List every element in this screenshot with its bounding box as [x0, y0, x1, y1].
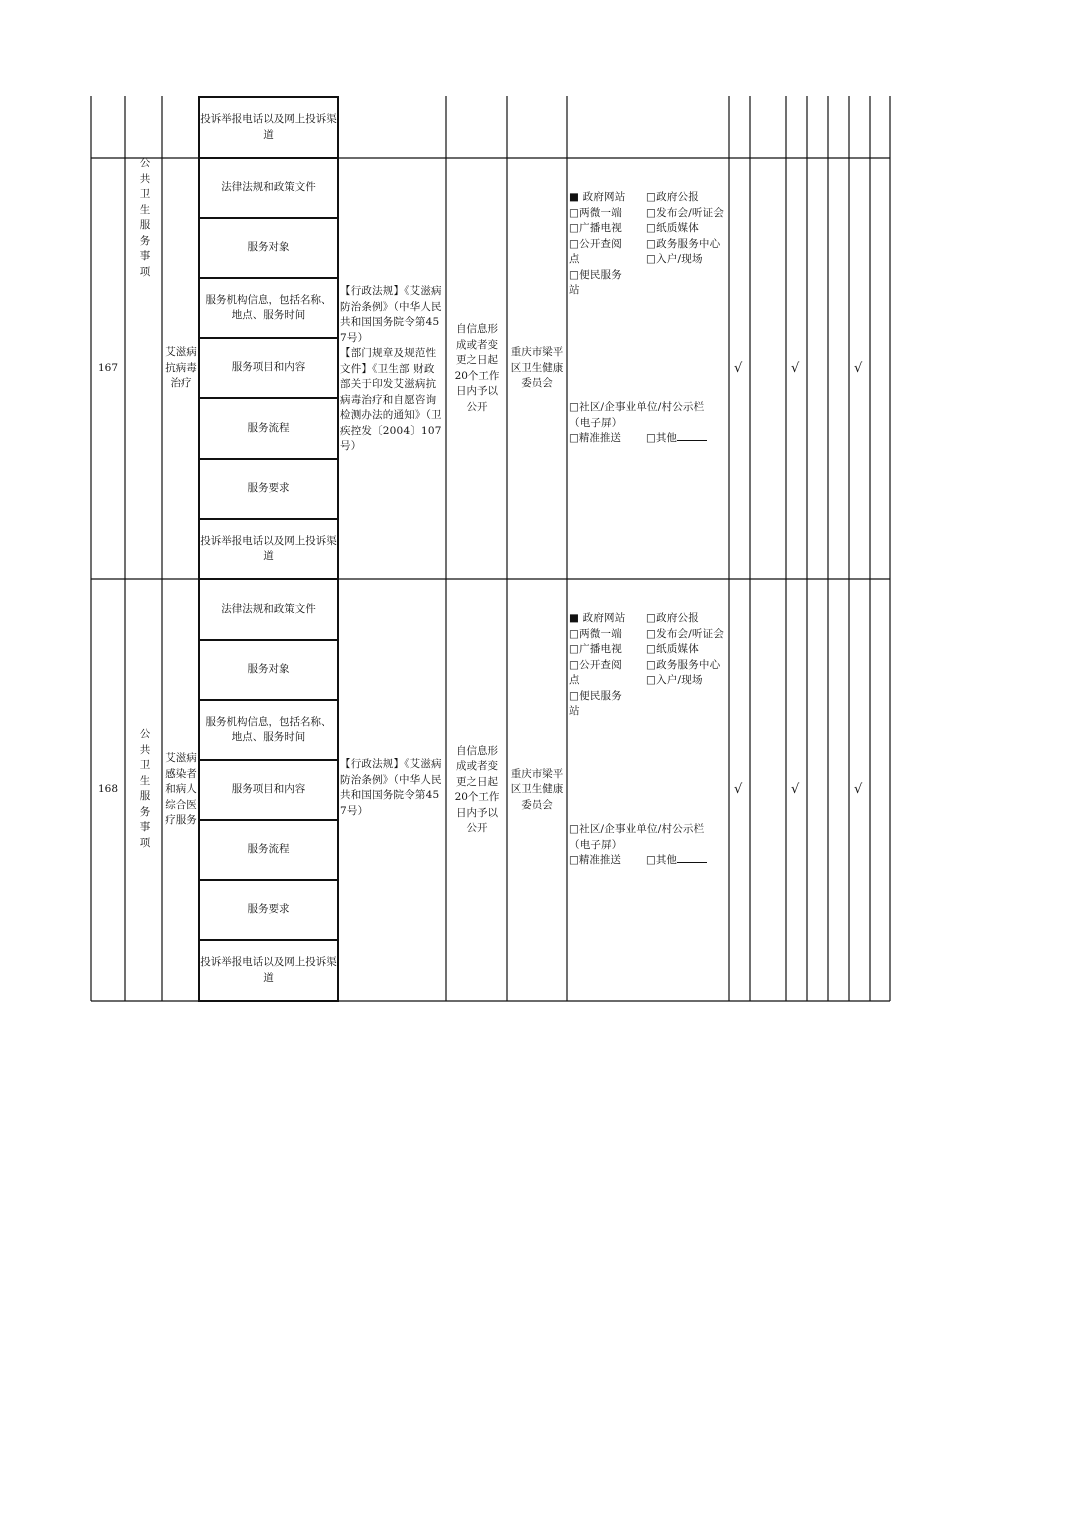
time-limit: 自信息形成或者变更之日起20个工作日内予以公开	[454, 323, 500, 413]
item-cell	[200, 158, 337, 218]
channel-option: □政府公报	[646, 612, 699, 624]
channel-option: □入户/现场	[646, 674, 703, 686]
channel-option: □公开查阅点	[569, 658, 622, 686]
channel-option-other	[646, 853, 707, 869]
item-label: 法律法规和政策文件	[221, 602, 316, 615]
channel-option: □发布会/听证会	[646, 627, 725, 640]
channel-option: □广播电视	[569, 643, 622, 655]
item-cell	[203, 700, 334, 760]
row-number-text: 167	[97, 361, 119, 374]
subject: 重庆市梁平区卫生健康委员会	[510, 346, 564, 390]
item-label: 服务对象	[247, 663, 290, 676]
channel-option: □政务服务中心	[646, 237, 721, 250]
time-limit-cell	[452, 158, 502, 579]
check-mark: √	[854, 361, 863, 376]
check-mark: √	[734, 782, 743, 797]
item-label: 服务流程	[247, 843, 290, 856]
channel-option: □政府公报	[646, 191, 699, 203]
item-label: 服务对象	[247, 241, 290, 254]
channel-option: □其他	[646, 854, 677, 866]
channel-col1	[569, 611, 631, 720]
item-label: 服务机构信息，包括名称、地点、服务时间	[205, 715, 332, 743]
item-cell	[200, 459, 337, 519]
item-label: 服务项目和内容	[231, 783, 306, 796]
channel-option: □便民服务站	[569, 689, 622, 717]
item-label: 投诉举报电话以及网上投诉渠道	[200, 534, 337, 562]
channel-option: □发布会/听证会	[646, 206, 725, 219]
subject-cell	[508, 158, 566, 579]
check-mark: √	[791, 361, 800, 376]
row-number-text: 168	[97, 783, 119, 796]
item-cell	[203, 278, 334, 338]
blank-line	[677, 431, 707, 441]
item-cell	[200, 398, 337, 459]
item-cell	[200, 218, 337, 278]
blank-line	[677, 853, 707, 863]
channel-option: □其他	[646, 432, 677, 444]
item-label: 服务要求	[247, 903, 290, 916]
channel-option: □精准推送	[569, 854, 621, 866]
channel-option-other	[646, 431, 707, 447]
legal-basis: 【行政法规】《艾滋病防治条例》（中华人民共和国国务院令第457号）	[340, 758, 442, 817]
channel-option: ■ 政府网站	[569, 191, 626, 203]
row-number	[91, 579, 125, 1001]
channel-option: □两微一端	[569, 206, 622, 219]
channel-option: □纸质媒体	[646, 643, 699, 655]
row-number	[91, 158, 125, 579]
item-cell	[200, 519, 337, 579]
service-name: 艾滋病抗病毒治疗	[165, 346, 197, 390]
channel-option: □公开查阅点	[569, 237, 622, 265]
check-mark: √	[854, 782, 863, 797]
item-label: 服务流程	[247, 421, 290, 434]
subject: 重庆市梁平区卫生健康委员会	[510, 767, 564, 811]
channel-option: □纸质媒体	[646, 222, 699, 234]
item-cell	[200, 640, 337, 700]
channel-option: □广播电视	[569, 222, 622, 234]
time-limit-cell	[452, 579, 502, 1001]
service-name-cell	[163, 158, 199, 579]
item-label: 服务项目和内容	[231, 361, 306, 374]
item-cell	[200, 579, 337, 640]
legal-basis: 【行政法规】《艾滋病防治条例》（中华人民共和国国务院令第457号） 【部门规章及规范性文件】《卫生部 财政部关于印发艾滋病抗病毒治疗和自愿咨询检测办法的通知》（卫疾控发〔2004〕107号）	[340, 285, 442, 452]
channel-option: ■ 政府网站	[569, 612, 626, 624]
item-cell	[200, 97, 337, 158]
item-cell	[200, 940, 337, 1001]
service-name-cell	[163, 579, 199, 1001]
category-label: 公共卫生服务事项	[139, 728, 151, 849]
item-label: 服务要求	[247, 482, 290, 495]
item-cell	[200, 880, 337, 940]
check-mark: √	[734, 361, 743, 376]
item-label: 法律法规和政策文件	[221, 181, 316, 194]
item-label: 投诉举报电话以及网上投诉渠道	[200, 956, 337, 984]
item-cell	[200, 820, 337, 880]
item-cell	[200, 338, 337, 398]
item-cell	[200, 760, 337, 820]
channel-col2	[646, 190, 728, 268]
item-label: 投诉举报电话以及网上投诉渠道	[200, 113, 337, 141]
channel-col1	[569, 190, 631, 299]
channel-option: □社区/企事业单位/村公示栏（电子屏）	[569, 401, 705, 429]
channel-col2	[646, 611, 728, 689]
time-limit: 自信息形成或者变更之日起20个工作日内予以公开	[454, 744, 500, 834]
channel-option: □便民服务站	[569, 268, 622, 296]
channel-option: □两微一端	[569, 627, 622, 640]
service-name: 艾滋病感染者和病人综合医疗服务	[165, 752, 197, 827]
channel-option: □精准推送	[569, 432, 621, 444]
check-mark: √	[791, 782, 800, 797]
channel-option: □政务服务中心	[646, 658, 721, 671]
channel-option: □社区/企事业单位/村公示栏（电子屏）	[569, 823, 705, 851]
category-label: 公共卫生服务事项	[139, 157, 151, 278]
subject-cell	[508, 579, 566, 1001]
channel-option: □入户/现场	[646, 253, 703, 265]
item-label: 服务机构信息，包括名称、地点、服务时间	[205, 293, 332, 321]
